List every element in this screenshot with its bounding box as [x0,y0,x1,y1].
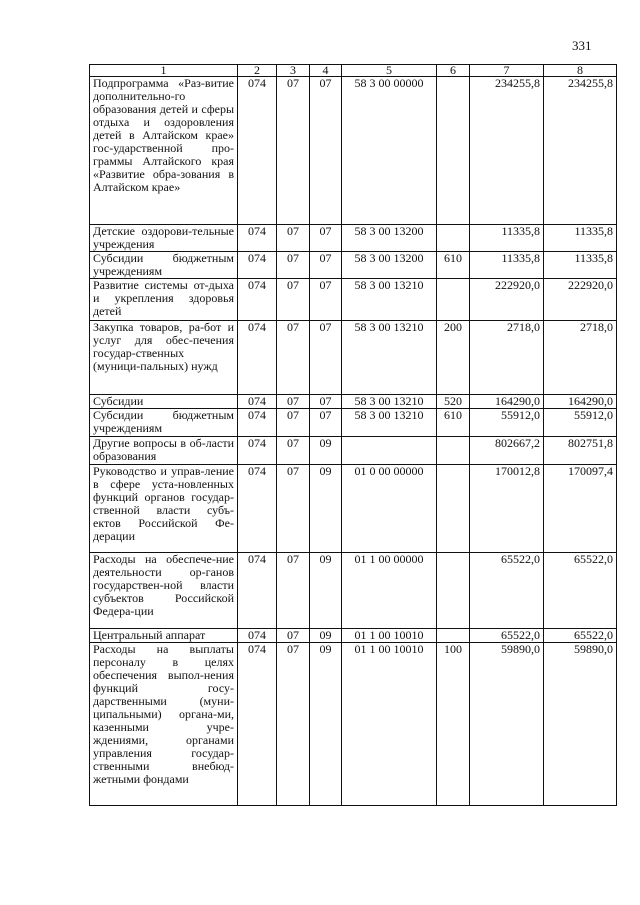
cell-c8: 234255,8 [544,77,617,225]
cell-c3: 07 [277,225,310,252]
column-header-3: 3 [277,65,310,77]
cell-c4: 09 [310,553,342,629]
cell-c3: 07 [277,465,310,553]
cell-c5: 01 1 00 00000 [342,553,437,629]
column-header-5: 5 [342,65,437,77]
cell-c2: 074 [238,437,277,465]
table-row [90,77,617,225]
cell-c6 [437,279,470,321]
cell-c7: 59890,0 [470,643,544,806]
cell-c7: 170012,8 [470,465,544,553]
cell-c6: 610 [437,409,470,437]
cell-name: Детские оздорови-тельные учреждения [90,225,238,252]
cell-name: Субсидии бюджетным учреждениям [90,252,238,279]
column-header-7: 7 [470,65,544,77]
cell-name: Центральный аппарат [90,629,238,643]
cell-c4: 07 [310,409,342,437]
cell-c5: 01 1 00 10010 [342,643,437,806]
cell-name: Расходы на выплаты персоналу в целях обеспечения выпол-нения функций госу-дарственными (муни-ципальными) органа-ми, казенными учре-ждениями, органами управления государ-ственными внебюд-жетными фондами [90,643,238,806]
cell-c7: 164290,0 [470,395,544,409]
cell-c7: 65522,0 [470,629,544,643]
cell-c8: 59890,0 [544,643,617,806]
table-row [90,225,617,252]
cell-c6 [437,553,470,629]
cell-c6: 520 [437,395,470,409]
cell-c4: 09 [310,465,342,553]
cell-c2: 074 [238,252,277,279]
table-row [90,279,617,321]
table-row [90,465,617,553]
cell-name: Другие вопросы в об-ласти образования [90,437,238,465]
cell-c8: 11335,8 [544,225,617,252]
cell-c2: 074 [238,395,277,409]
cell-c8: 55912,0 [544,409,617,437]
table-row [90,437,617,465]
cell-c8: 2718,0 [544,321,617,395]
cell-c8: 802751,8 [544,437,617,465]
cell-c7: 234255,8 [470,77,544,225]
cell-c5: 01 1 00 10010 [342,629,437,643]
cell-c5: 58 3 00 13200 [342,252,437,279]
cell-c2: 074 [238,553,277,629]
cell-c7: 55912,0 [470,409,544,437]
cell-c3: 07 [277,279,310,321]
cell-c6 [437,629,470,643]
cell-c5: 58 3 00 13210 [342,279,437,321]
header-row [90,65,617,77]
cell-c7: 11335,8 [470,252,544,279]
table-row [90,252,617,279]
cell-name: Развитие системы от-дыха и укрепления здоровья детей [90,279,238,321]
cell-c2: 074 [238,643,277,806]
cell-c7: 2718,0 [470,321,544,395]
cell-c6 [437,465,470,553]
table-row [90,553,617,629]
cell-c8: 11335,8 [544,252,617,279]
cell-c5: 58 3 00 13210 [342,395,437,409]
column-header-1: 1 [90,65,238,77]
cell-c8: 222920,0 [544,279,617,321]
cell-c6 [437,225,470,252]
cell-c6 [437,77,470,225]
table-row [90,321,617,395]
cell-c3: 07 [277,553,310,629]
cell-c3: 07 [277,409,310,437]
cell-c7: 65522,0 [470,553,544,629]
table-row [90,395,617,409]
cell-c4: 09 [310,643,342,806]
cell-c4: 09 [310,437,342,465]
cell-name: Закупка товаров, ра-бот и услуг для обес-печения государ-ственных (муници-пальных) нужд [90,321,238,395]
cell-c4: 07 [310,279,342,321]
page-number: 331 [572,38,592,53]
cell-c3: 07 [277,629,310,643]
cell-c3: 07 [277,252,310,279]
cell-c7: 802667,2 [470,437,544,465]
cell-c8: 170097,4 [544,465,617,553]
budget-table [89,64,617,806]
cell-c4: 07 [310,225,342,252]
cell-c5: 01 0 00 00000 [342,465,437,553]
cell-c2: 074 [238,77,277,225]
column-header-4: 4 [310,65,342,77]
cell-name: Субсидии [90,395,238,409]
cell-c2: 074 [238,279,277,321]
cell-c6 [437,437,470,465]
table-row [90,629,617,643]
cell-c8: 65522,0 [544,553,617,629]
column-header-6: 6 [437,65,470,77]
cell-c8: 65522,0 [544,629,617,643]
cell-c3: 07 [277,77,310,225]
cell-c5: 58 3 00 13210 [342,409,437,437]
table-body [90,77,617,806]
cell-c4: 09 [310,629,342,643]
cell-c6: 100 [437,643,470,806]
column-header-8: 8 [544,65,617,77]
column-header-2: 2 [238,65,277,77]
cell-c2: 074 [238,409,277,437]
cell-c3: 07 [277,643,310,806]
cell-name: Подпрограмма «Раз-витие дополнительно-го образования детей и сферы отдыха и оздоровления детей в Алтайском крае» гос-ударственной про-граммы Алтайского края «Развитие обра-зования в Алтайском крае» [90,77,238,225]
cell-c6: 610 [437,252,470,279]
cell-c7: 222920,0 [470,279,544,321]
cell-name: Расходы на обеспече-ние деятельности ор-ганов государствен-ной власти субъектов Российской Федера-ции [90,553,238,629]
cell-c2: 074 [238,225,277,252]
cell-c2: 074 [238,465,277,553]
table-row [90,409,617,437]
cell-c3: 07 [277,437,310,465]
cell-c5 [342,437,437,465]
cell-c4: 07 [310,321,342,395]
cell-c5: 58 3 00 13210 [342,321,437,395]
cell-c3: 07 [277,321,310,395]
table-row [90,643,617,806]
cell-name: Руководство и управ-ление в сфере уста-новленных функций органов государ-ственной власти субъ-ектов Российской Фе-дерации [90,465,238,553]
cell-c3: 07 [277,395,310,409]
cell-c4: 07 [310,252,342,279]
cell-c7: 11335,8 [470,225,544,252]
cell-c6: 200 [437,321,470,395]
cell-c5: 58 3 00 13200 [342,225,437,252]
cell-name: Субсидии бюджетным учреждениям [90,409,238,437]
cell-c4: 07 [310,395,342,409]
cell-c2: 074 [238,629,277,643]
cell-c8: 164290,0 [544,395,617,409]
cell-c5: 58 3 00 00000 [342,77,437,225]
cell-c2: 074 [238,321,277,395]
cell-c4: 07 [310,77,342,225]
